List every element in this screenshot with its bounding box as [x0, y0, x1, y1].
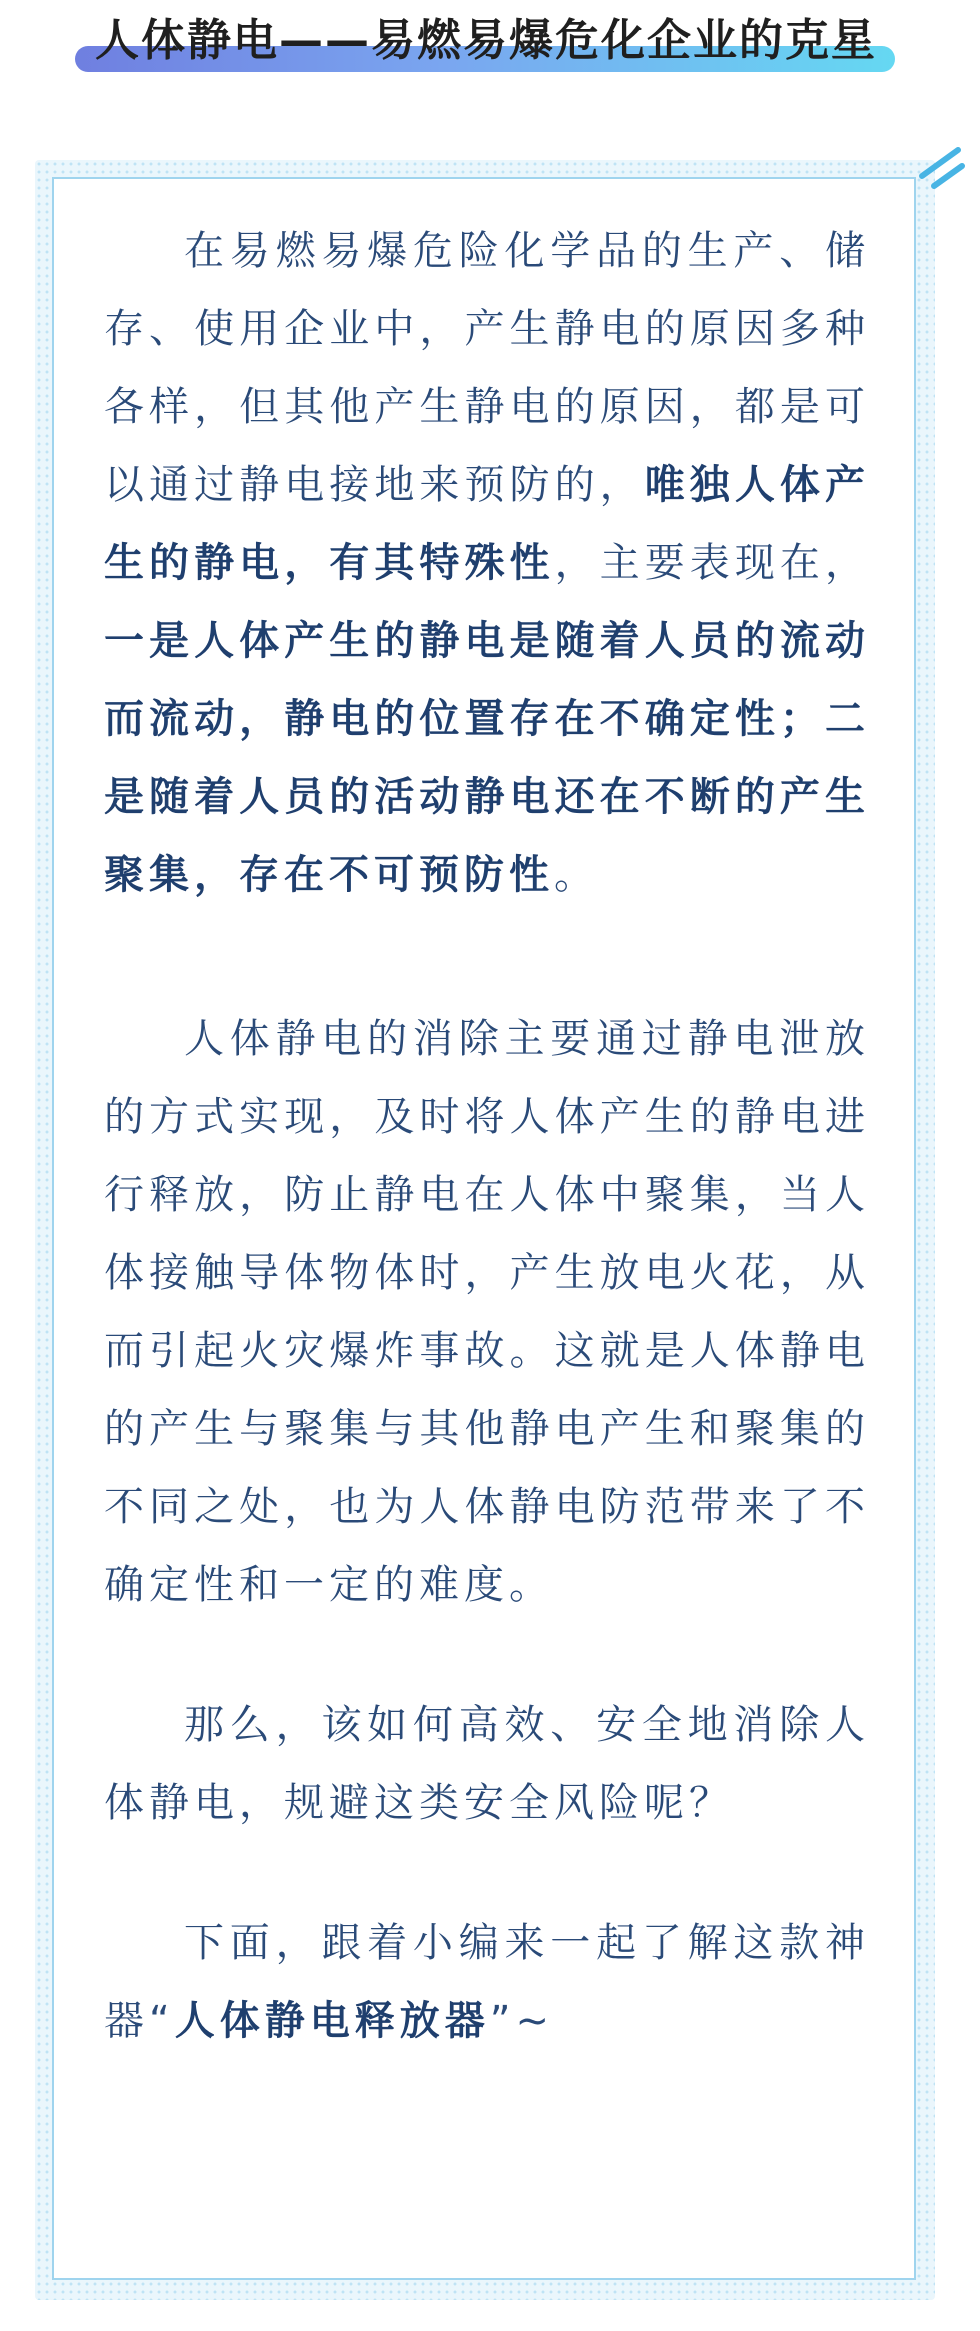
p4-emphasis: 人体静电释放器 — [174, 1998, 490, 2044]
p1-text-1: 在易燃易爆危险化学品的生产、储存、使用企业中，产生静电的原因多种各样，但其他产生静电的原因，都是可以通过静电接地来预防的， — [104, 228, 870, 508]
p1-text-2: ，主要表现在， — [554, 540, 870, 586]
page-title: 人体静电——易燃易爆危化企业的克星 — [95, 15, 877, 66]
corner-stroke-icon — [912, 142, 972, 202]
p2-text: 人体静电的消除主要通过静电泄放的方式实现，及时将人体产生的静电进行释放，防止静电在人体中聚集，当人体接触导体物体时，产生放电火花，从而引起火灾爆炸事故。这就是人体静电的产生与聚集与其他静电产生和聚集的不同之处，也为人体静电防范带来了不确定性和一定的难度。 — [104, 1016, 870, 1608]
p4-text-2: ”~ — [489, 1998, 554, 2044]
paragraph-2 — [104, 1000, 870, 1624]
p3-text: 那么，该如何高效、安全地消除人体静电，规避这类安全风险呢？ — [104, 1702, 870, 1826]
paragraph-4 — [104, 1904, 870, 2060]
p1-text-3: 。 — [554, 852, 599, 898]
paragraph-3 — [104, 1686, 870, 1842]
title-banner — [75, 0, 895, 75]
paragraph-1 — [104, 212, 870, 914]
article-body — [104, 212, 870, 2060]
p4-text-1: 下面，跟着小编来一起了解这款神器“ — [104, 1920, 870, 2044]
p1-emphasis-2: 一是人体产生的静电是随着人员的流动而流动，静电的位置存在不确定性；二是随着人员的活动静电还在不断的产生聚集，存在不可预防性 — [104, 618, 870, 898]
p1-emphasis-1: 唯独人体产生的静电，有其特殊性 — [104, 462, 870, 586]
